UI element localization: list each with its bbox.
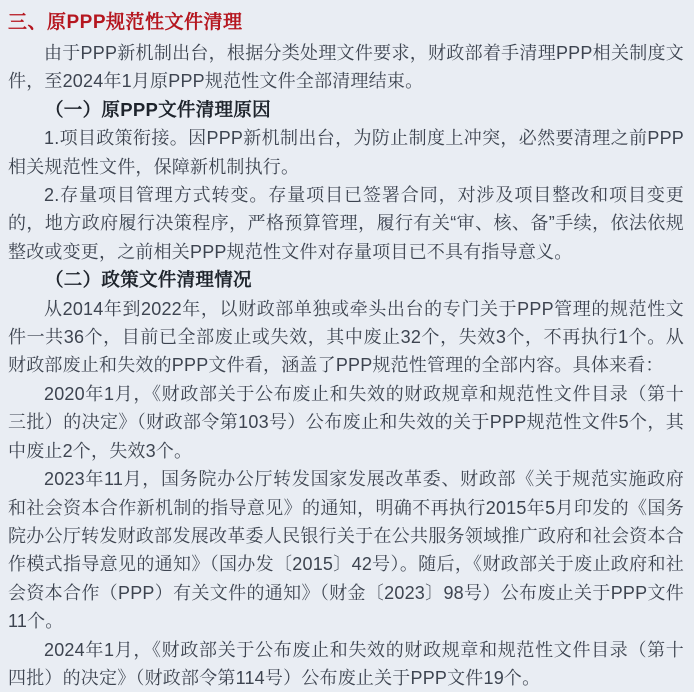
paragraph-2020: 2020年1月，《财政部关于公布废止和失效的财政规章和规范性文件目录（第十三批）的决定》（财政部令第103号）公布废止和失效的关于PPP规范性文件5个，其中废止2个，失效3个。 (8, 383, 684, 461)
paragraph-reason-2: 2.存量项目管理方式转变。存量项目已签署合同，对涉及项目整改和项目变更的，地方政府履行决策程序，严格预算管理，履行有关“审、核、备”手续，依法依规整改或变更，之前相关PPP规范性文件对存量项目已不具有指导意义。 (8, 185, 684, 262)
paragraph-2024: 2024年1月，《财政部关于公布废止和失效的财政规章和规范性文件目录（第十四批）的决定》（财政部令第114号）公布废止关于PPP文件19个。 (8, 639, 684, 688)
document-title: 三、原PPP规范性文件清理 (8, 12, 243, 33)
paragraph-reason-1: 1.项目政策衔接。因PPP新机制出台，为防止制度上冲突，必然要清理之前PPP相关规范性文件，保障新机制执行。 (8, 128, 684, 177)
paragraph-overview: 从2014年到2022年，以财政部单独或牵头出台的专门关于PPP管理的规范性文件一共36个，目前已全部废止或失效，其中废止32个，失效3个，不再执行1个。从财政部废止和失效的PPP文件看，涵盖了PPP规范性管理的全部内容。具体来看： (8, 298, 684, 376)
paragraph-2023: 2023年11月，国务院办公厅转发国家发展改革委、财政部《关于规范实施政府和社会资本合作新机制的指导意见》的通知，明确不再执行2015年5月印发的《国务院办公厅转发财政部发展改革委人民银行关于在公共服务领域推广政府和社会资本合作模式指导意见的通知》（国办发〔2015〕42号）。随后，《财政部关于废止政府和社会资本合作（PPP）有关文件的通知》（财金〔2023〕98号）公布废止关于PPP文件11个。 (8, 469, 684, 632)
section-heading-2: （二）政策文件清理情况 (45, 269, 252, 291)
paragraph-intro: 由于PPP新机制出台，根据分类处理文件要求，财政部着手清理PPP相关制度文件，至2024年1月原PPP规范性文件全部清理结束。 (8, 43, 684, 92)
section-heading-1: （一）原PPP文件清理原因 (45, 98, 271, 120)
